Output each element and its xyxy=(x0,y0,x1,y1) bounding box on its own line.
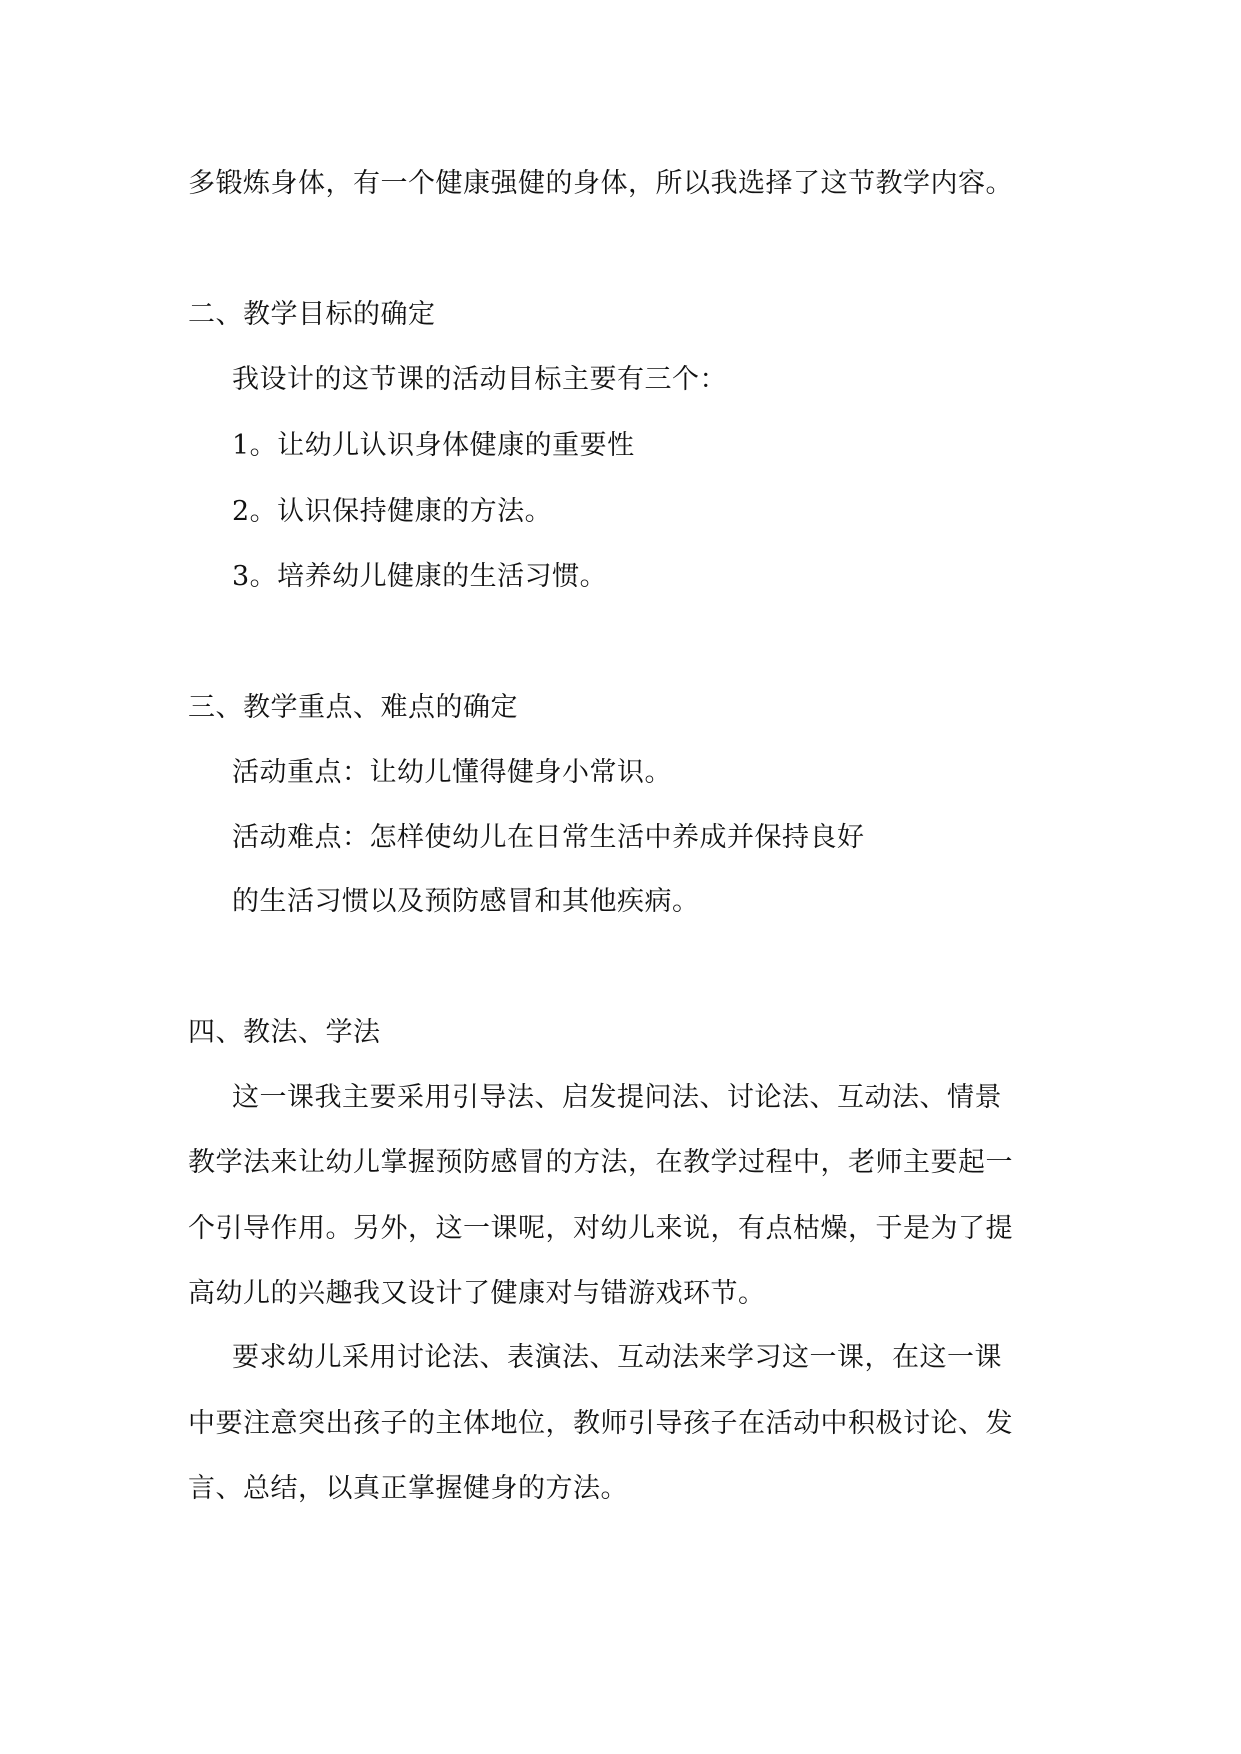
paragraph-line: 个引导作用。另外，这一课呢，对幼儿来说，有点枯燥，于是为了提 xyxy=(188,1213,1013,1244)
list-item: 2。认识保持健康的方法。 xyxy=(232,496,553,527)
paragraph-line: 这一课我主要采用引导法、启发提问法、讨论法、互动法、情景 xyxy=(232,1082,1002,1113)
paragraph-line: 活动难点：怎样使幼儿在日常生活中养成并保持良好 xyxy=(232,822,865,853)
paragraph-line: 高幼儿的兴趣我又设计了健康对与错游戏环节。 xyxy=(188,1278,766,1309)
paragraph-line: 的生活习惯以及预防感冒和其他疾病。 xyxy=(232,886,700,917)
paragraph-line: 要求幼儿采用讨论法、表演法、互动法来学习这一课，在这一课 xyxy=(232,1342,1002,1373)
paragraph-line: 我设计的这节课的活动目标主要有三个： xyxy=(232,364,727,395)
paragraph-line: 言、总结，以真正掌握健身的方法。 xyxy=(188,1473,628,1504)
paragraph-line: 中要注意突出孩子的主体地位，教师引导孩子在活动中积极讨论、发 xyxy=(188,1408,1013,1439)
paragraph-line: 多锻炼身体，有一个健康强健的身体，所以我选择了这节教学内容。 xyxy=(188,168,1013,199)
section-heading-3: 三、教学重点、难点的确定 xyxy=(188,692,518,723)
list-item: 3。培养幼儿健康的生活习惯。 xyxy=(232,561,608,592)
section-heading-2: 二、教学目标的确定 xyxy=(188,299,436,330)
paragraph-line: 活动重点：让幼儿懂得健身小常识。 xyxy=(232,757,672,788)
section-heading-4: 四、教法、学法 xyxy=(188,1017,381,1048)
paragraph-line: 教学法来让幼儿掌握预防感冒的方法，在教学过程中，老师主要起一 xyxy=(188,1147,1013,1178)
list-item: 1。让幼儿认识身体健康的重要性 xyxy=(232,430,635,461)
